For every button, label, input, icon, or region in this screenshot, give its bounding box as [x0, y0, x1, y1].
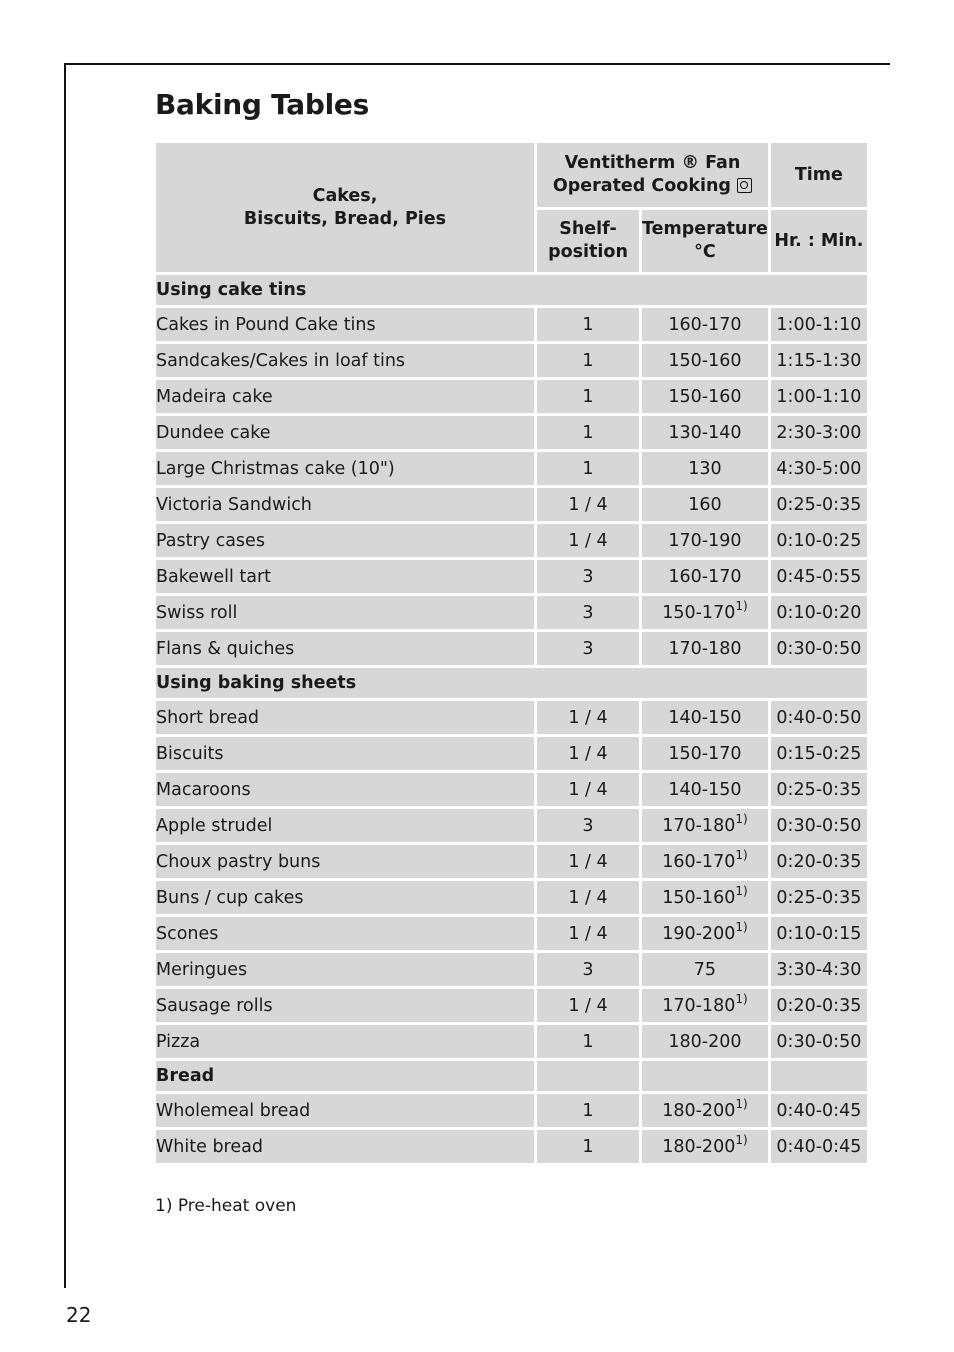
page-title: Baking Tables — [155, 88, 369, 121]
temperature-value: 160 — [688, 494, 722, 515]
header-temp-line2: °C — [694, 242, 716, 262]
preheat-note-marker: 1) — [735, 598, 748, 613]
table-row — [156, 989, 867, 1022]
temperature — [642, 380, 768, 413]
table-body — [156, 275, 867, 1163]
time: 0:45-0:55 — [771, 560, 867, 593]
item-name: Meringues — [156, 953, 534, 986]
header-time: Time — [771, 143, 867, 207]
section-row — [156, 668, 867, 698]
table-row — [156, 809, 867, 842]
table-row — [156, 881, 867, 914]
table-row — [156, 773, 867, 806]
table-row — [156, 416, 867, 449]
temperature-value: 150-170 — [668, 743, 742, 764]
temperature-value: 150-160 — [662, 887, 736, 908]
temperature — [642, 416, 768, 449]
temperature-value: 130-140 — [668, 422, 742, 443]
shelf-position: 1 / 4 — [537, 488, 639, 521]
section-row — [156, 1061, 867, 1091]
temperature — [642, 917, 768, 950]
shelf-position: 1 / 4 — [537, 845, 639, 878]
table-row — [156, 737, 867, 770]
time: 0:40-0:50 — [771, 701, 867, 734]
shelf-position: 1 — [537, 344, 639, 377]
shelf-position: 1 — [537, 1130, 639, 1163]
shelf-position: 3 — [537, 632, 639, 665]
table-row — [156, 524, 867, 557]
temperature — [642, 1130, 768, 1163]
table-row — [156, 701, 867, 734]
temperature — [642, 737, 768, 770]
section-row — [156, 275, 867, 305]
temperature — [642, 560, 768, 593]
table-row — [156, 1094, 867, 1127]
temperature — [642, 1094, 768, 1127]
temperature-value: 160-170 — [668, 566, 742, 587]
header-time-unit: Hr. : Min. — [771, 210, 867, 272]
page-number: 22 — [66, 1303, 92, 1327]
shelf-position: 1 / 4 — [537, 773, 639, 806]
section-title: Using baking sheets — [156, 668, 867, 698]
top-rule — [64, 63, 890, 65]
item-name: Macaroons — [156, 773, 534, 806]
temperature — [642, 809, 768, 842]
item-name: Large Christmas cake (10") — [156, 452, 534, 485]
shelf-position: 1 / 4 — [537, 917, 639, 950]
time: 0:10-0:15 — [771, 917, 867, 950]
item-name: Bakewell tart — [156, 560, 534, 593]
header-category-line1: Cakes, — [312, 185, 378, 206]
header-category-line2: Biscuits, Bread, Pies — [243, 208, 447, 229]
temperature — [642, 845, 768, 878]
time: 1:00-1:10 — [771, 380, 867, 413]
footnote: 1) Pre-heat oven — [155, 1196, 297, 1216]
time: 0:10-0:25 — [771, 524, 867, 557]
preheat-note-marker: 1) — [735, 1132, 748, 1147]
temperature — [642, 953, 768, 986]
table-row — [156, 488, 867, 521]
table-row — [156, 452, 867, 485]
item-name: Short bread — [156, 701, 534, 734]
shelf-position: 1 — [537, 308, 639, 341]
table-row — [156, 632, 867, 665]
preheat-note-marker: 1) — [735, 1096, 748, 1111]
header-mode-line1: Ventitherm ® Fan — [564, 153, 741, 173]
time: 0:15-0:25 — [771, 737, 867, 770]
table-row — [156, 953, 867, 986]
time: 3:30-4:30 — [771, 953, 867, 986]
item-name: Pastry cases — [156, 524, 534, 557]
shelf-position: 1 / 4 — [537, 524, 639, 557]
preheat-note-marker: 1) — [735, 811, 748, 826]
temperature — [642, 989, 768, 1022]
temperature-value: 180-200 — [668, 1031, 742, 1052]
temperature-value: 150-170 — [662, 602, 736, 623]
time: 0:20-0:35 — [771, 845, 867, 878]
shelf-position: 1 / 4 — [537, 989, 639, 1022]
table-row — [156, 308, 867, 341]
preheat-note-marker: 1) — [735, 991, 748, 1006]
shelf-position: 1 / 4 — [537, 881, 639, 914]
fan-oven-icon — [737, 178, 752, 193]
table-row — [156, 1130, 867, 1163]
temperature-value: 150-160 — [668, 350, 742, 371]
table-row — [156, 596, 867, 629]
time: 0:30-0:50 — [771, 809, 867, 842]
table-row — [156, 845, 867, 878]
table-row — [156, 380, 867, 413]
item-name: Biscuits — [156, 737, 534, 770]
temperature — [642, 524, 768, 557]
empty-cell — [642, 1061, 768, 1091]
temperature-value: 150-160 — [668, 386, 742, 407]
preheat-note-marker: 1) — [735, 847, 748, 862]
section-title: Bread — [156, 1061, 534, 1091]
temperature-value: 170-180 — [662, 995, 736, 1016]
shelf-position: 1 — [537, 416, 639, 449]
temperature — [642, 773, 768, 806]
temperature-value: 130 — [688, 458, 722, 479]
time: 0:25-0:35 — [771, 488, 867, 521]
time: 0:40-0:45 — [771, 1130, 867, 1163]
time: 4:30-5:00 — [771, 452, 867, 485]
time: 0:30-0:50 — [771, 632, 867, 665]
item-name: Scones — [156, 917, 534, 950]
temperature-value: 190-200 — [662, 923, 736, 944]
temperature — [642, 632, 768, 665]
item-name: Flans & quiches — [156, 632, 534, 665]
temperature — [642, 701, 768, 734]
left-rule — [64, 63, 66, 1288]
temperature-value: 180-200 — [662, 1100, 736, 1121]
temperature — [642, 308, 768, 341]
time: 0:25-0:35 — [771, 773, 867, 806]
temperature-value: 140-150 — [668, 779, 742, 800]
shelf-position: 3 — [537, 596, 639, 629]
header-shelf-line2: position — [548, 242, 628, 262]
baking-table — [153, 140, 870, 1166]
time: 0:40-0:45 — [771, 1094, 867, 1127]
temperature-value: 170-180 — [668, 638, 742, 659]
temperature — [642, 488, 768, 521]
empty-cell — [537, 1061, 639, 1091]
header-temperature — [642, 210, 768, 272]
item-name: Madeira cake — [156, 380, 534, 413]
temperature — [642, 452, 768, 485]
temperature-value: 180-200 — [662, 1136, 736, 1157]
time: 0:25-0:35 — [771, 881, 867, 914]
shelf-position: 1 — [537, 1094, 639, 1127]
item-name: Swiss roll — [156, 596, 534, 629]
temperature-value: 75 — [693, 959, 717, 980]
temperature-value: 160-170 — [668, 314, 742, 335]
item-name: Sandcakes/Cakes in loaf tins — [156, 344, 534, 377]
shelf-position: 3 — [537, 953, 639, 986]
temperature — [642, 881, 768, 914]
temperature — [642, 596, 768, 629]
shelf-position: 1 / 4 — [537, 737, 639, 770]
item-name: Victoria Sandwich — [156, 488, 534, 521]
temperature — [642, 1025, 768, 1058]
temperature — [642, 344, 768, 377]
header-temp-line1: Temperature — [642, 219, 768, 239]
preheat-note-marker: 1) — [735, 919, 748, 934]
item-name: Wholemeal bread — [156, 1094, 534, 1127]
header-cooking-mode — [537, 143, 768, 207]
time: 0:30-0:50 — [771, 1025, 867, 1058]
shelf-position: 3 — [537, 560, 639, 593]
time: 1:15-1:30 — [771, 344, 867, 377]
shelf-position: 1 — [537, 1025, 639, 1058]
shelf-position: 1 — [537, 380, 639, 413]
item-name: Apple strudel — [156, 809, 534, 842]
temperature-value: 170-180 — [662, 815, 736, 836]
table-row — [156, 1025, 867, 1058]
temperature-value: 140-150 — [668, 707, 742, 728]
header-shelf-line1: Shelf- — [559, 219, 617, 239]
table-row — [156, 917, 867, 950]
empty-cell — [771, 1061, 867, 1091]
item-name: Sausage rolls — [156, 989, 534, 1022]
time: 2:30-3:00 — [771, 416, 867, 449]
temperature-value: 160-170 — [662, 851, 736, 872]
item-name: Cakes in Pound Cake tins — [156, 308, 534, 341]
header-shelf — [537, 210, 639, 272]
item-name: Pizza — [156, 1025, 534, 1058]
table-row — [156, 560, 867, 593]
item-name: White bread — [156, 1130, 534, 1163]
temperature-value: 170-190 — [668, 530, 742, 551]
time: 0:10-0:20 — [771, 596, 867, 629]
time: 0:20-0:35 — [771, 989, 867, 1022]
shelf-position: 3 — [537, 809, 639, 842]
item-name: Choux pastry buns — [156, 845, 534, 878]
header-category — [156, 143, 534, 272]
shelf-position: 1 / 4 — [537, 701, 639, 734]
preheat-note-marker: 1) — [735, 883, 748, 898]
time: 1:00-1:10 — [771, 308, 867, 341]
table-row — [156, 344, 867, 377]
item-name: Dundee cake — [156, 416, 534, 449]
header-mode-line2: Operated Cooking — [552, 176, 731, 196]
shelf-position: 1 — [537, 452, 639, 485]
section-title: Using cake tins — [156, 275, 867, 305]
item-name: Buns / cup cakes — [156, 881, 534, 914]
